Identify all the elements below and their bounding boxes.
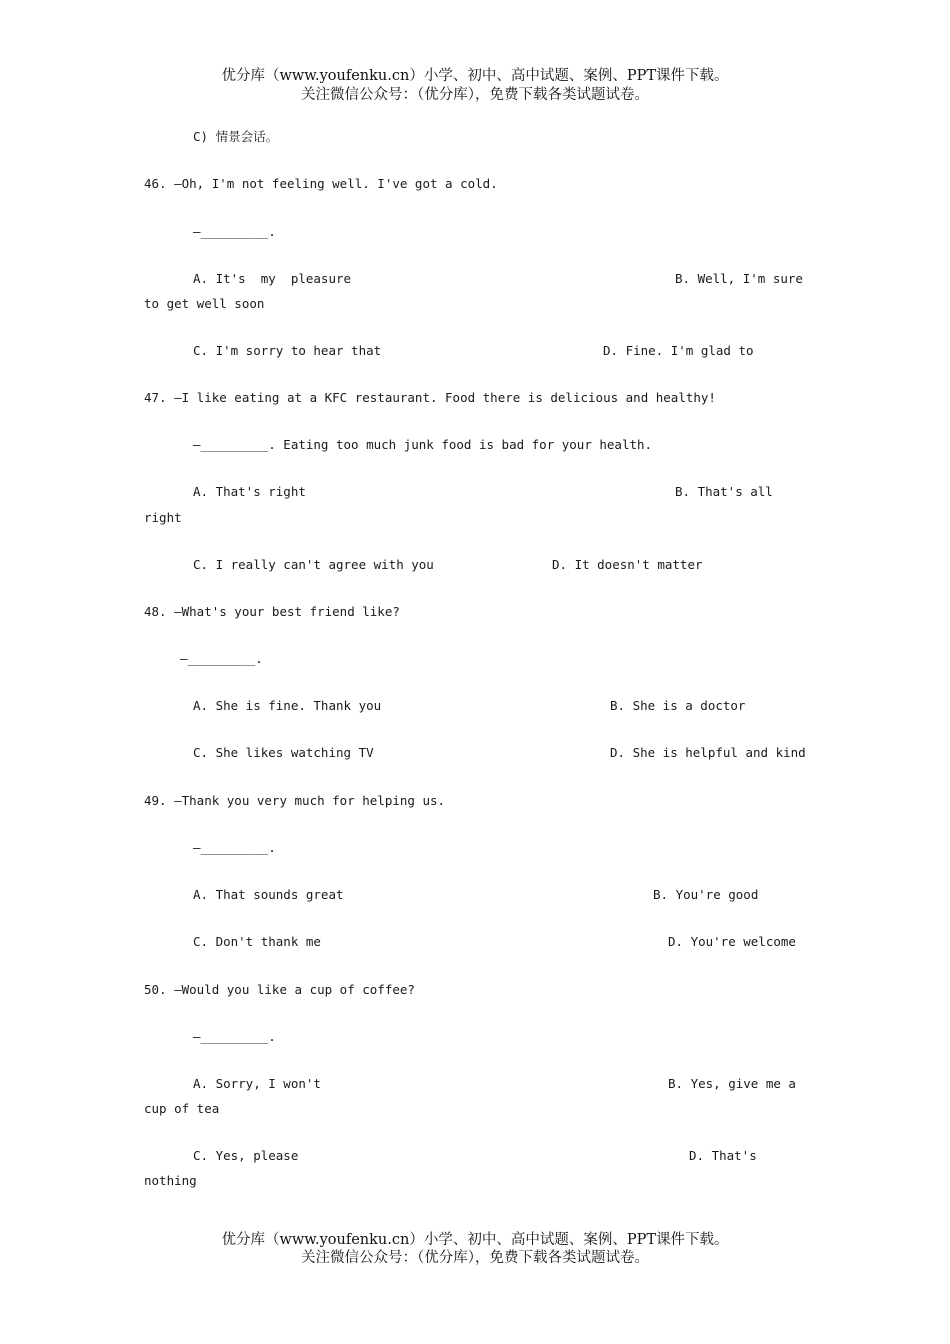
question-49-option-a: A. That sounds great [193, 887, 344, 902]
page-header-line-1: 优分库（www.youfenku.cn）小学、初中、高中试题、案例、PPT课件下载。 [221, 68, 729, 84]
question-49-blank: —_________. [193, 840, 276, 855]
question-46-option-a: A. It's my pleasure [193, 271, 352, 286]
question-50-option-c: C. Yes, please [193, 1148, 299, 1163]
question-46-option-b: B. Well, I'm sure [675, 271, 803, 286]
question-49-option-c: C. Don't thank me [193, 934, 321, 949]
question-50-option-b-continued: cup of tea [144, 1101, 220, 1116]
question-49-stem: 49. —Thank you very much for helping us. [144, 793, 446, 808]
question-48-blank: —_________. [180, 651, 263, 666]
page-header-line-2: 关注微信公众号：（优分库），免费下载各类试题试卷。 [301, 87, 649, 103]
question-47-option-c: C. I really can't agree with you [193, 557, 434, 572]
question-50-blank: —_________. [193, 1029, 276, 1044]
question-48-option-c: C. She likes watching TV [193, 745, 374, 760]
question-50-stem: 50. —Would you like a cup of coffee? [144, 982, 415, 997]
question-48-option-a: A. She is fine. Thank you [193, 698, 382, 713]
question-46-stem: 46. —Oh, I'm not feeling well. I've got a cold. [144, 176, 498, 191]
question-46-option-c: C. I'm sorry to hear that [193, 343, 382, 358]
question-50-option-d-continued: nothing [144, 1173, 197, 1188]
question-48-stem: 48. —What's your best friend like? [144, 604, 400, 619]
question-46-option-d: D. Fine. I'm glad to [603, 343, 754, 358]
question-49-option-b: B. You're good [653, 887, 759, 902]
question-47-option-a: A. That's right [193, 484, 306, 499]
question-49-option-d: D. You're welcome [668, 934, 796, 949]
page-footer-line-1: 优分库（www.youfenku.cn）小学、初中、高中试题、案例、PPT课件下载。 [221, 1232, 729, 1248]
question-47-blank: —_________. Eating too much junk food is bad for your health. [193, 437, 653, 452]
question-50-option-d: D. That's [689, 1148, 757, 1163]
question-46-option-b-continued: to get well soon [144, 296, 265, 311]
page-footer-line-2: 关注微信公众号：（优分库），免费下载各类试题试卷。 [301, 1250, 649, 1266]
question-47-option-b: B. That's all [675, 484, 773, 499]
question-50-option-a: A. Sorry, I won't [193, 1076, 321, 1091]
question-47-option-b-continued: right [144, 510, 182, 525]
question-48-option-d: D. She is helpful and kind [610, 745, 806, 760]
question-50-option-b: B. Yes, give me a [668, 1076, 796, 1091]
question-46-blank: —_________. [193, 224, 276, 239]
section-title: C) 情景会话。 [193, 129, 279, 144]
question-47-option-d: D. It doesn't matter [552, 557, 703, 572]
question-47-stem: 47. —I like eating at a KFC restaurant. Food there is delicious and healthy! [144, 390, 716, 405]
question-48-option-b: B. She is a doctor [610, 698, 746, 713]
